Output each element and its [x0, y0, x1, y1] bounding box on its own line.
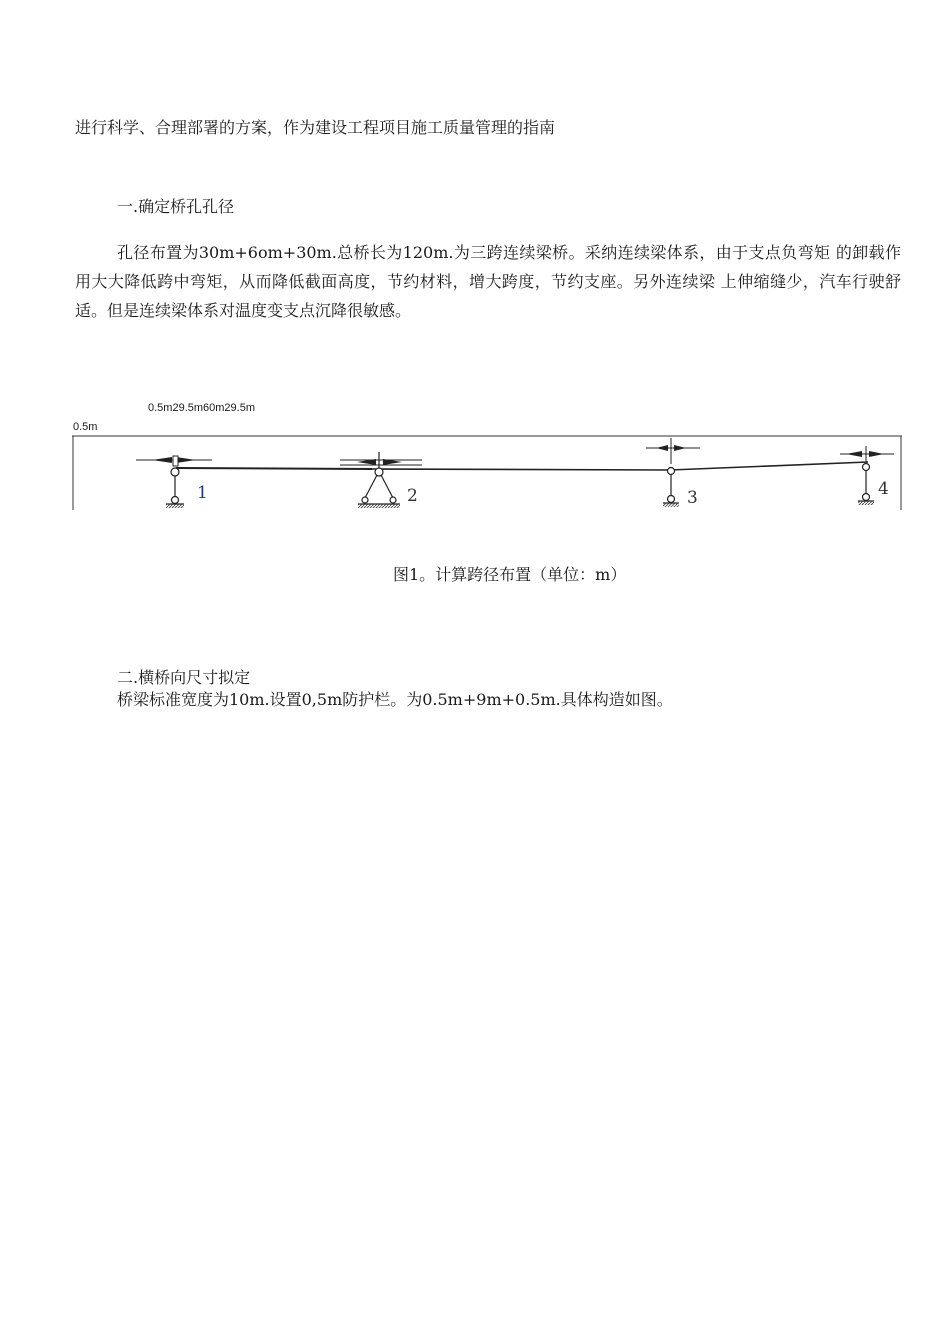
support-label-1: 1 — [197, 483, 208, 503]
dimension-label: 0.5m29.5m60m29.5m — [148, 402, 255, 414]
girder-line — [176, 462, 868, 470]
section2-paragraph: 桥梁标准宽度为10m.设置0,5m防护栏。为0.5m+9m+0.5m.具体构造如图。 — [117, 690, 673, 709]
span-layout-diagram — [72, 434, 904, 512]
support-label-2: 2 — [407, 486, 418, 506]
support-label-4: 4 — [878, 479, 889, 499]
intro-line: 进行科学、合理部署的方案，作为建设工程项目施工质量管理的指南 — [75, 118, 556, 137]
section1-heading: 一.确定桥孔孔径 — [117, 197, 235, 216]
section1-paragraph: 孔径布置为30m+6om+30m.总桥长为120m.为三跨连续梁桥。采纳连续梁体系，由于支点负弯矩 的卸载作用大大降低跨中弯矩，从而降低截面高度，节约材料，增大跨度，节约支座。另外连续梁 上伸缩缝少，汽车行驶舒适。但是连续梁体系对温度变支点沉降很敏感。 — [75, 243, 901, 320]
left-dimension-label: 0.5m — [73, 421, 98, 433]
figure-caption: 图1。计算跨径布置（单位：m） — [393, 565, 627, 584]
support-label-3: 3 — [687, 488, 698, 508]
section2-heading: 二.横桥向尺寸拟定 — [117, 668, 251, 687]
